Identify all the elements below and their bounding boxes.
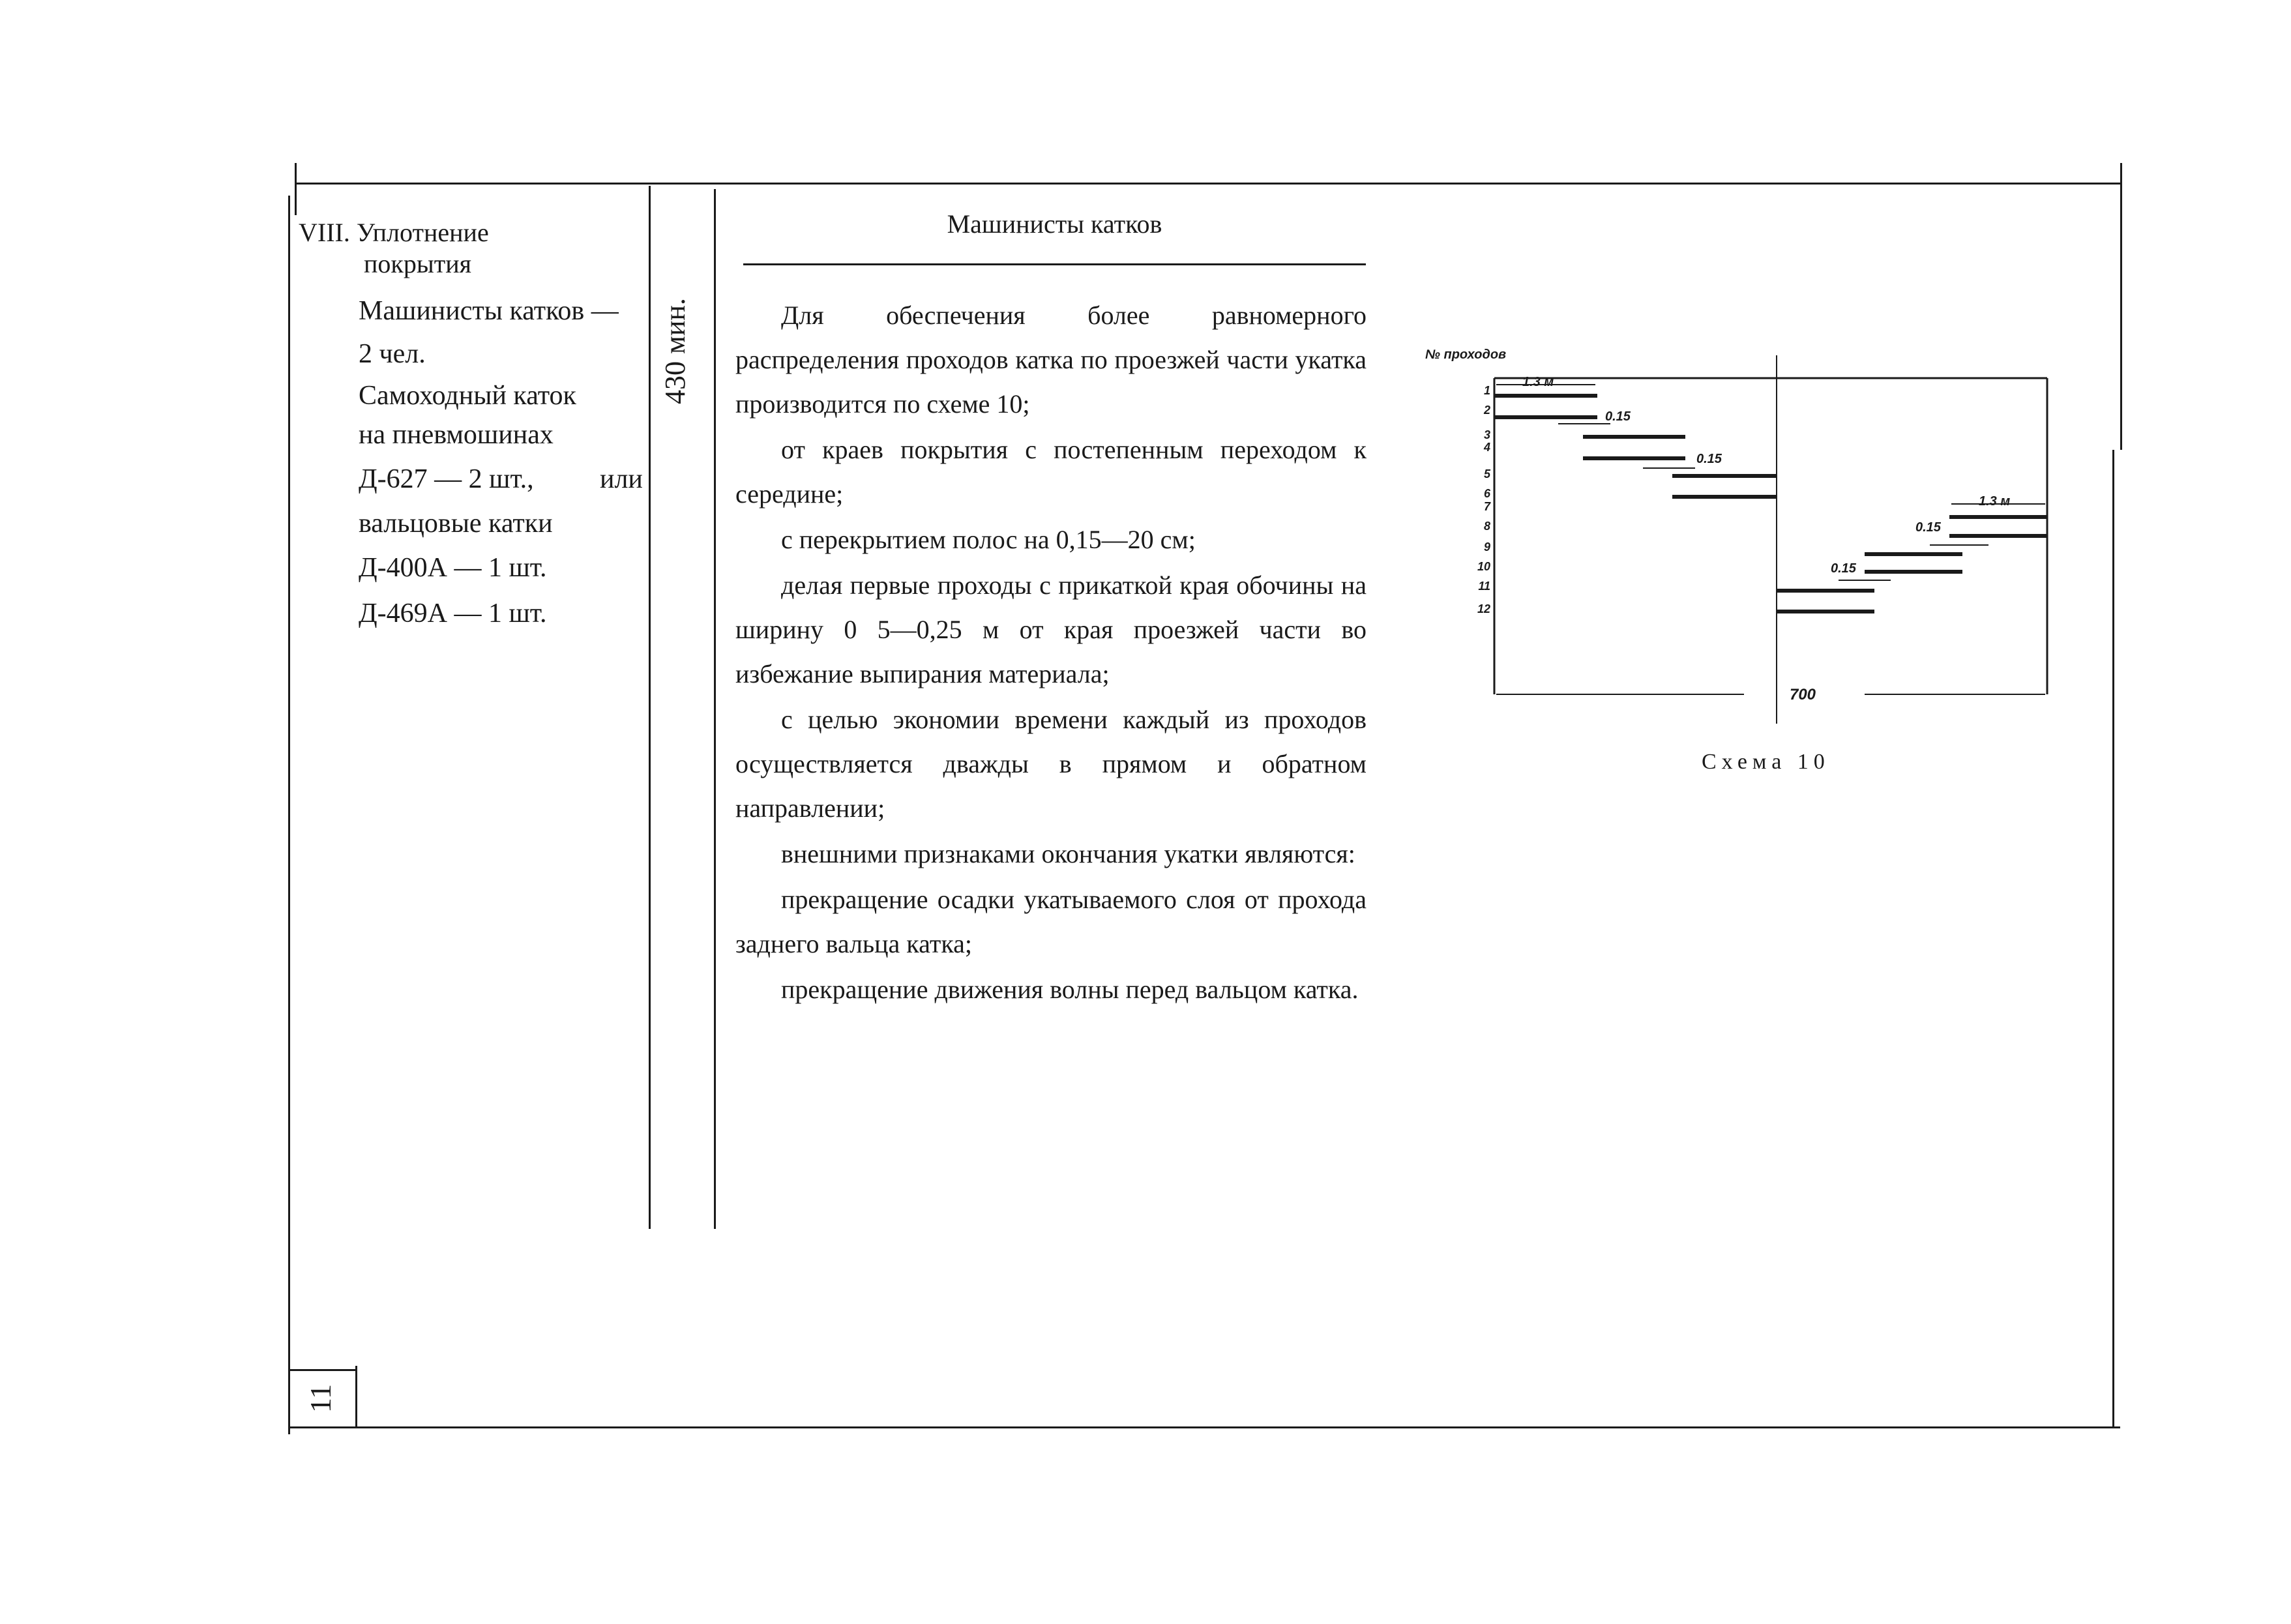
width-label-right: 1.3 м xyxy=(1979,494,2011,509)
row-number: 2 xyxy=(1483,404,1490,417)
section-heading-cont: покрытия xyxy=(364,249,471,278)
page-number: 11 xyxy=(304,1383,337,1413)
row-number: 9 xyxy=(1483,540,1490,554)
page-box-top xyxy=(290,1369,355,1371)
paragraph: с перекрытием полос на 0,15—20 см; xyxy=(781,525,1196,554)
page-box-right xyxy=(355,1366,357,1428)
passes-header: № проходов xyxy=(1425,347,1507,362)
row-number: 12 xyxy=(1477,602,1490,615)
column-divider-2 xyxy=(714,189,716,1229)
paragraph: прекращение осадки укатываемого слоя от прохода заднего вальца катка; xyxy=(735,885,1367,958)
row-number: 4 xyxy=(1483,441,1490,454)
text-body xyxy=(735,293,1367,1012)
width-label-left: 1.3 м xyxy=(1522,375,1554,389)
left-line-6: вальцовые катки xyxy=(359,509,553,539)
left-line-1: Машинисты катков — xyxy=(359,296,619,326)
left-or: или xyxy=(600,464,643,494)
overlap-label: 0.15 xyxy=(1831,561,1856,576)
frame-right-line xyxy=(2120,163,2122,450)
overlap-label: 0.15 xyxy=(1605,409,1631,424)
section-heading: VIII. Уплотнение xyxy=(299,218,489,247)
left-line-4: на пневмошинах xyxy=(359,420,554,450)
left-line-8: Д-469А — 1 шт. xyxy=(359,598,547,628)
column-title: Машинисты катков xyxy=(947,209,1162,239)
left-line-5: Д-627 — 2 шт., xyxy=(359,464,534,494)
paragraph: делая первые проходы с прикаткой края обочины на ширину 0 5—0,25 м от края проезжей части во избежание выпирания материала; xyxy=(735,570,1367,688)
paragraph: от краев покрытия с постепенным переходом к середине; xyxy=(735,435,1367,509)
total-width-label: 700 xyxy=(1789,686,1816,703)
row-number: 8 xyxy=(1483,520,1490,533)
row-number: 10 xyxy=(1477,560,1490,573)
overlap-label: 0.15 xyxy=(1915,520,1941,535)
frame-left-line xyxy=(288,196,290,1434)
frame-top-line xyxy=(295,183,2120,185)
row-number: 1 xyxy=(1483,384,1490,397)
frame-left-tick xyxy=(295,163,297,215)
paragraph: с целью экономии времени каждый из проходов осуществляется дважды в прямом и обратном направлении; xyxy=(735,705,1367,823)
frame-bottom-line xyxy=(288,1426,2120,1428)
row-number: 6 xyxy=(1483,487,1490,500)
frame-right-line-lower xyxy=(2112,450,2114,1428)
paragraph: внешними признаками окончания укатки являются: xyxy=(781,839,1355,868)
rolling-scheme-diagram xyxy=(1415,339,2060,730)
paragraph: Для обеспечения более равномерного распределения проходов катка по проезжей части укатка производится по схеме 10; xyxy=(735,301,1367,419)
row-number: 5 xyxy=(1483,467,1490,480)
overlap-label: 0.15 xyxy=(1696,452,1722,466)
title-underline xyxy=(743,263,1366,265)
duration-label: 430 мин. xyxy=(659,298,691,404)
figure-caption: Схема 10 xyxy=(1702,750,1830,774)
column-divider-1 xyxy=(649,186,651,1229)
left-line-7: Д-400А — 1 шт. xyxy=(359,553,547,583)
left-line-2: 2 чел. xyxy=(359,339,426,369)
paragraph: прекращение движения волны перед вальцом катка. xyxy=(781,975,1359,1004)
left-line-3: Самоходный каток xyxy=(359,381,576,411)
row-number: 7 xyxy=(1483,500,1490,513)
row-number: 11 xyxy=(1478,580,1490,593)
row-number: 3 xyxy=(1483,428,1490,441)
